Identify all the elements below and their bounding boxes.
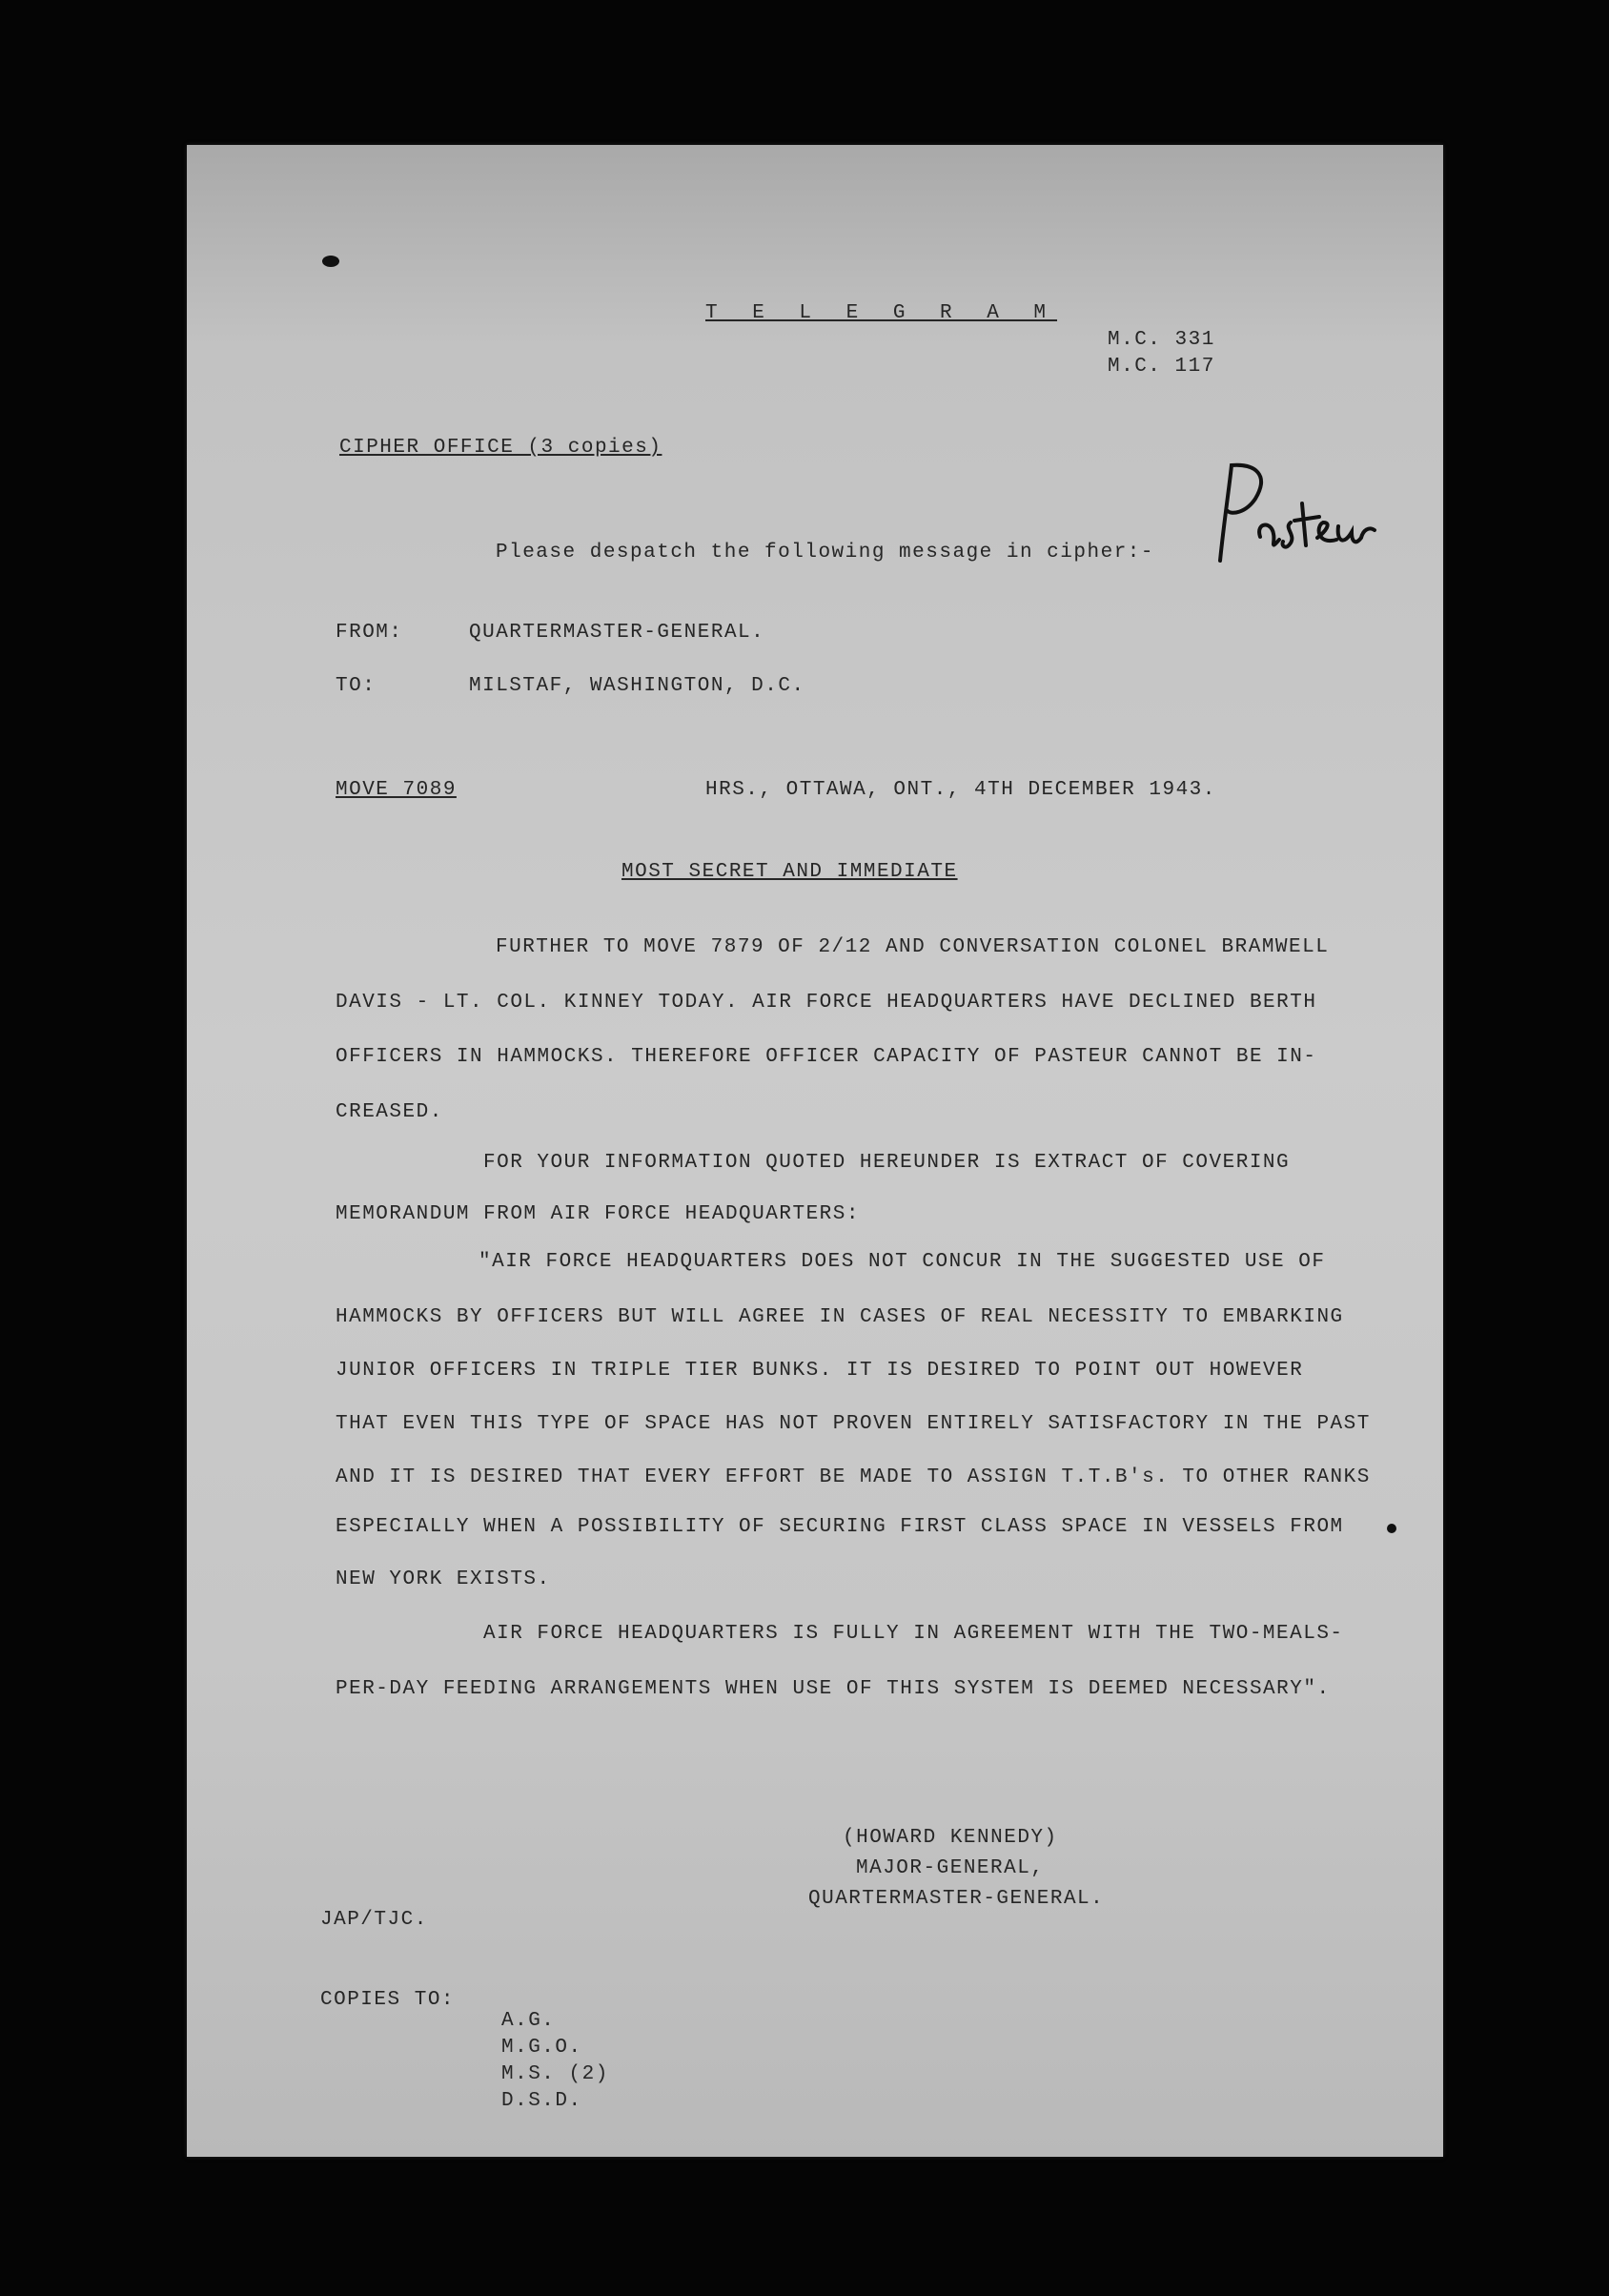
copy-recipient: A.G. bbox=[501, 2010, 556, 2032]
reference-number: M.C. 331 bbox=[1108, 329, 1215, 351]
quote-line: HAMMOCKS BY OFFICERS BUT WILL AGREE IN CASES OF REAL NECESSITY TO EMBARKING bbox=[336, 1306, 1344, 1328]
body-line: PER-DAY FEEDING ARRANGEMENTS WHEN USE OF THIS SYSTEM IS DEEMED NECESSARY". bbox=[336, 1678, 1331, 1700]
document-title: T E L E G R A M bbox=[705, 302, 1058, 324]
body-line: FOR YOUR INFORMATION QUOTED HEREUNDER IS EXTRACT OF COVERING bbox=[483, 1152, 1291, 1174]
move-reference: MOVE 7089 bbox=[336, 779, 457, 801]
instruction-line: Please despatch the following message in cipher:- bbox=[496, 542, 1155, 564]
signer-rank: MAJOR-GENERAL, bbox=[856, 1857, 1045, 1879]
to-value: MILSTAF, WASHINGTON, D.C. bbox=[469, 675, 805, 697]
body-line: DAVIS - LT. COL. KINNEY TODAY. AIR FORCE HEADQUARTERS HAVE DECLINED BERTH bbox=[336, 992, 1317, 1014]
quote-line: JUNIOR OFFICERS IN TRIPLE TIER BUNKS. IT IS DESIRED TO POINT OUT HOWEVER bbox=[336, 1360, 1304, 1382]
copy-recipient: M.S. (2) bbox=[501, 2063, 609, 2085]
ink-dot bbox=[1387, 1524, 1396, 1533]
quote-line: ESPECIALLY WHEN A POSSIBILITY OF SECURING FIRST CLASS SPACE IN VESSELS FROM bbox=[336, 1516, 1344, 1538]
body-line: FURTHER TO MOVE 7879 OF 2/12 AND CONVERSATION COLONEL BRAMWELL bbox=[496, 936, 1330, 958]
copy-recipient: D.S.D. bbox=[501, 2090, 582, 2112]
ink-mark bbox=[322, 256, 339, 267]
quote-line: "AIR FORCE HEADQUARTERS DOES NOT CONCUR IN THE SUGGESTED USE OF bbox=[479, 1251, 1326, 1273]
copy-recipient: M.G.O. bbox=[501, 2037, 582, 2059]
to-label: TO: bbox=[336, 675, 377, 697]
from-value: QUARTERMASTER-GENERAL. bbox=[469, 622, 765, 644]
signer-name: (HOWARD KENNEDY) bbox=[843, 1827, 1058, 1849]
body-line: MEMORANDUM FROM AIR FORCE HEADQUARTERS: bbox=[336, 1203, 860, 1225]
security-heading: MOST SECRET AND IMMEDIATE bbox=[621, 861, 958, 883]
signer-title: QUARTERMASTER-GENERAL. bbox=[808, 1888, 1105, 1910]
reference-number: M.C. 117 bbox=[1108, 356, 1215, 378]
typist-initials: JAP/TJC. bbox=[320, 1909, 428, 1931]
quote-line: NEW YORK EXISTS. bbox=[336, 1568, 551, 1590]
body-line: OFFICERS IN HAMMOCKS. THEREFORE OFFICER CAPACITY OF PASTEUR CANNOT BE IN- bbox=[336, 1046, 1317, 1068]
body-line: CREASED. bbox=[336, 1101, 443, 1123]
cipher-office-line: CIPHER OFFICE (3 copies) bbox=[339, 437, 662, 459]
body-line: AIR FORCE HEADQUARTERS IS FULLY IN AGREEMENT WITH THE TWO-MEALS- bbox=[483, 1623, 1344, 1645]
quote-line: THAT EVEN THIS TYPE OF SPACE HAS NOT PROVEN ENTIRELY SATISFACTORY IN THE PAST bbox=[336, 1413, 1371, 1435]
quote-line: AND IT IS DESIRED THAT EVERY EFFORT BE MADE TO ASSIGN T.T.B's. TO OTHER RANKS bbox=[336, 1466, 1371, 1488]
date-line: HRS., OTTAWA, ONT., 4TH DECEMBER 1943. bbox=[705, 779, 1216, 801]
from-label: FROM: bbox=[336, 622, 403, 644]
handwritten-signature bbox=[1203, 446, 1394, 589]
copies-label: COPIES TO: bbox=[320, 1989, 456, 2011]
